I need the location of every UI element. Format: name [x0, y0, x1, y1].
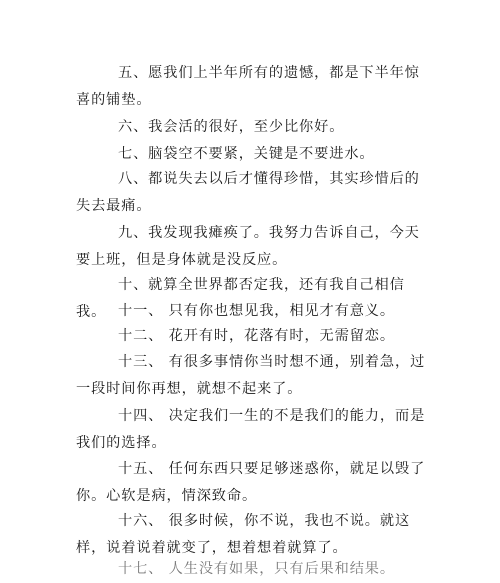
paragraph-17-partial: 十七、 人生没有如果，只有后果和结果。 [118, 561, 395, 577]
paragraph-6: 六、我会活的很好，至少比你好。 [118, 119, 345, 135]
paragraph-14: 十四、 决定我们一生的不是我们的能力，而是我们的选择。 [76, 408, 426, 451]
paragraph-12: 十二、 花开有时，花落有时，无需留恋。 [118, 328, 395, 344]
paragraph-9: 九、我发现我瘫痪了。我努力告诉自己，今天要上班，但是身体就是没反应。 [76, 225, 420, 268]
paragraph-5: 五、愿我们上半年所有的遗憾，都是下半年惊喜的铺垫。 [76, 65, 420, 108]
paragraph-13: 十三、 有很多事情你当时想不通，别着急，过一段时间你再想，就想不起来了。 [76, 354, 426, 397]
paragraph-8: 八、都说失去以后才懂得珍惜，其实珍惜后的失去最痛。 [76, 171, 420, 214]
paragraph-10: 十、就算全世界都否定我，还有我自己相信我。 [76, 277, 405, 320]
paragraph-7: 七、脑袋空不要紧，关键是不要进水。 [118, 146, 375, 162]
paragraph-11: 十一、 只有你也想见我，相见才有意义。 [118, 303, 395, 319]
paragraph-16: 十六、 很多时候，你不说，我也不说。就这样，说着说着就变了，想着想着就算了。 [76, 513, 411, 556]
paragraph-15: 十五、 任何东西只要足够迷惑你，就足以毁了你。心软是病，情深致命。 [76, 461, 426, 504]
